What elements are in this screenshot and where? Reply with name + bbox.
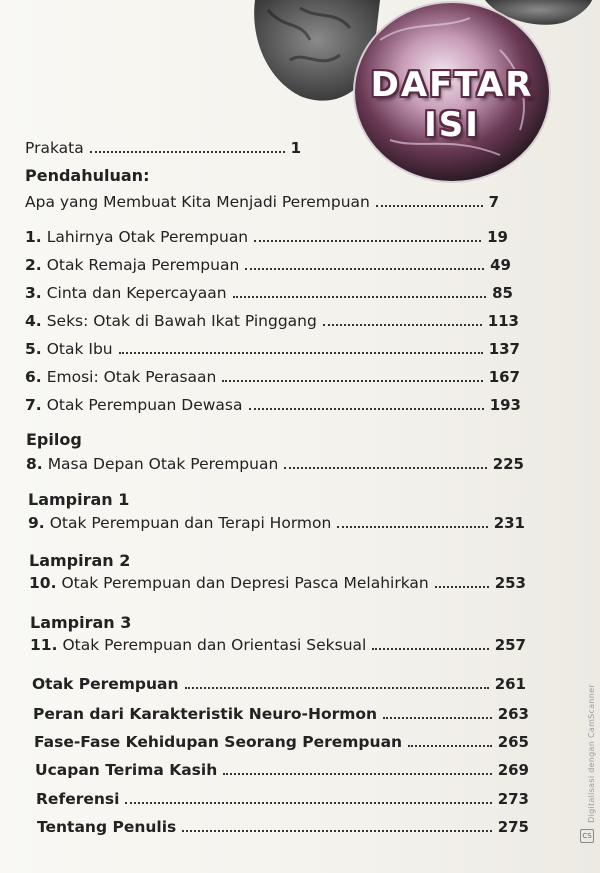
toc-entry-number: 11. xyxy=(30,636,58,654)
section-heading-epilog: Epilog xyxy=(26,430,82,449)
title-line-2: ISI xyxy=(424,105,480,145)
toc-entry-label: Otak Perempuan xyxy=(32,675,179,693)
toc-entry-label: Otak Perempuan Dewasa xyxy=(46,396,243,414)
title-badge xyxy=(358,28,546,180)
toc-entry-number: 2. xyxy=(25,256,42,274)
toc-entry-page: 273 xyxy=(497,790,529,808)
toc-entry-number: 10. xyxy=(29,574,57,592)
leader-dots xyxy=(223,773,491,775)
toc-entry-page: 167 xyxy=(488,368,520,386)
toc-entry-page: 265 xyxy=(497,733,529,751)
leader-dots xyxy=(254,240,481,242)
toc-entry-referensi[interactable] xyxy=(36,790,529,808)
leader-dots xyxy=(435,586,489,588)
leader-dots xyxy=(376,205,483,207)
toc-entry-page: 269 xyxy=(497,761,529,779)
toc-entry-page: 7 xyxy=(488,193,499,211)
toc-entry-label: Fase-Fase Kehidupan Seorang Perempuan xyxy=(34,733,403,751)
title-line-1: DAFTAR xyxy=(370,65,534,105)
toc-entry-label: Seks: Otak di Bawah Ikat Pinggang xyxy=(46,312,317,330)
section-heading-lampiran-1: Lampiran 1 xyxy=(28,490,130,509)
toc-entry-label: Prakata xyxy=(25,139,84,157)
toc-entry-page: 113 xyxy=(487,312,519,330)
toc-entry-label: Otak Ibu xyxy=(46,340,113,358)
toc-entry-otak-perempuan[interactable] xyxy=(32,675,526,693)
leader-dots xyxy=(245,268,484,270)
toc-entry-ch5[interactable] xyxy=(25,340,520,358)
toc-entry-page: 49 xyxy=(490,256,511,274)
leader-dots xyxy=(125,802,491,804)
leader-dots xyxy=(383,717,492,719)
toc-entry-label: Peran dari Karakteristik Neuro-Hormon xyxy=(33,705,378,723)
toc-entry-label: Lahirnya Otak Perempuan xyxy=(46,228,249,246)
section-heading-lampiran-3: Lampiran 3 xyxy=(30,613,132,632)
leader-dots xyxy=(249,408,484,410)
toc-entry-number: 1. xyxy=(25,228,42,246)
toc-entry-intro[interactable] xyxy=(25,193,499,211)
leader-dots xyxy=(222,380,482,382)
toc-entry-label: Otak Remaja Perempuan xyxy=(46,256,240,274)
toc-entry-label: Otak Perempuan dan Depresi Pasca Melahirkan xyxy=(61,574,429,592)
toc-entry-ch1[interactable] xyxy=(25,228,508,246)
leader-dots xyxy=(372,648,488,650)
toc-entry-label: Emosi: Otak Perasaan xyxy=(46,368,217,386)
toc-entry-number: 7. xyxy=(25,396,42,414)
toc-entry-label: Apa yang Membuat Kita Menjadi Perempuan xyxy=(25,193,370,211)
toc-entry-ch8[interactable] xyxy=(26,455,524,473)
leader-dots xyxy=(284,467,486,469)
leader-dots xyxy=(90,151,285,153)
leader-dots xyxy=(408,745,492,747)
toc-entry-number: 4. xyxy=(25,312,42,330)
toc-entry-number: 3. xyxy=(25,284,42,302)
toc-entry-label: Masa Depan Otak Perempuan xyxy=(47,455,279,473)
toc-entry-ch2[interactable] xyxy=(25,256,511,274)
toc-entry-neuro-hormon[interactable] xyxy=(33,705,529,723)
leader-dots xyxy=(119,352,483,354)
toc-entry-page: 1 xyxy=(290,139,301,157)
toc-entry-label: Ucapan Terima Kasih xyxy=(35,761,218,779)
leader-dots xyxy=(233,296,487,298)
toc-entry-label: Otak Perempuan dan Orientasi Seksual xyxy=(62,636,367,654)
toc-entry-number: 5. xyxy=(25,340,42,358)
toc-entry-ch3[interactable] xyxy=(25,284,513,302)
toc-entry-ch11[interactable] xyxy=(30,636,526,654)
toc-entry-label: Referensi xyxy=(36,790,120,808)
toc-entry-ucapan[interactable] xyxy=(35,761,529,779)
toc-entry-ch9[interactable] xyxy=(28,514,525,532)
toc-entry-number: 8. xyxy=(26,455,43,473)
toc-entry-number: 9. xyxy=(28,514,45,532)
scanner-watermark: Digitalisasi dengan CamScanner xyxy=(587,684,596,823)
toc-entry-page: 193 xyxy=(489,396,521,414)
toc-entry-ch7[interactable] xyxy=(25,396,521,414)
toc-entry-page: 257 xyxy=(494,636,526,654)
toc-entry-label: Tentang Penulis xyxy=(37,818,177,836)
toc-entry-page: 137 xyxy=(488,340,520,358)
toc-entry-page: 253 xyxy=(494,574,526,592)
toc-entry-prakata[interactable] xyxy=(25,139,301,157)
leader-dots xyxy=(337,526,487,528)
section-heading-pendahuluan: Pendahuluan: xyxy=(25,166,150,185)
leader-dots xyxy=(185,687,489,689)
toc-entry-page: 225 xyxy=(492,455,524,473)
toc-entry-page: 263 xyxy=(497,705,529,723)
toc-entry-label: Otak Perempuan dan Terapi Hormon xyxy=(49,514,332,532)
leader-dots xyxy=(182,830,491,832)
toc-entry-page: 231 xyxy=(493,514,525,532)
toc-entry-ch10[interactable] xyxy=(29,574,526,592)
toc-entry-label: Cinta dan Kepercayaan xyxy=(46,284,227,302)
section-heading-lampiran-2: Lampiran 2 xyxy=(29,551,131,570)
toc-entry-ch6[interactable] xyxy=(25,368,520,386)
leader-dots xyxy=(323,324,482,326)
camscanner-icon: CS xyxy=(580,829,594,843)
toc-entry-page: 275 xyxy=(497,818,529,836)
toc-entry-page: 85 xyxy=(492,284,513,302)
toc-entry-tentang-penulis[interactable] xyxy=(37,818,529,836)
toc-entry-fase-fase[interactable] xyxy=(34,733,529,751)
toc-entry-number: 6. xyxy=(25,368,42,386)
toc-entry-page: 261 xyxy=(494,675,526,693)
toc-entry-ch4[interactable] xyxy=(25,312,519,330)
toc-entry-page: 19 xyxy=(487,228,508,246)
